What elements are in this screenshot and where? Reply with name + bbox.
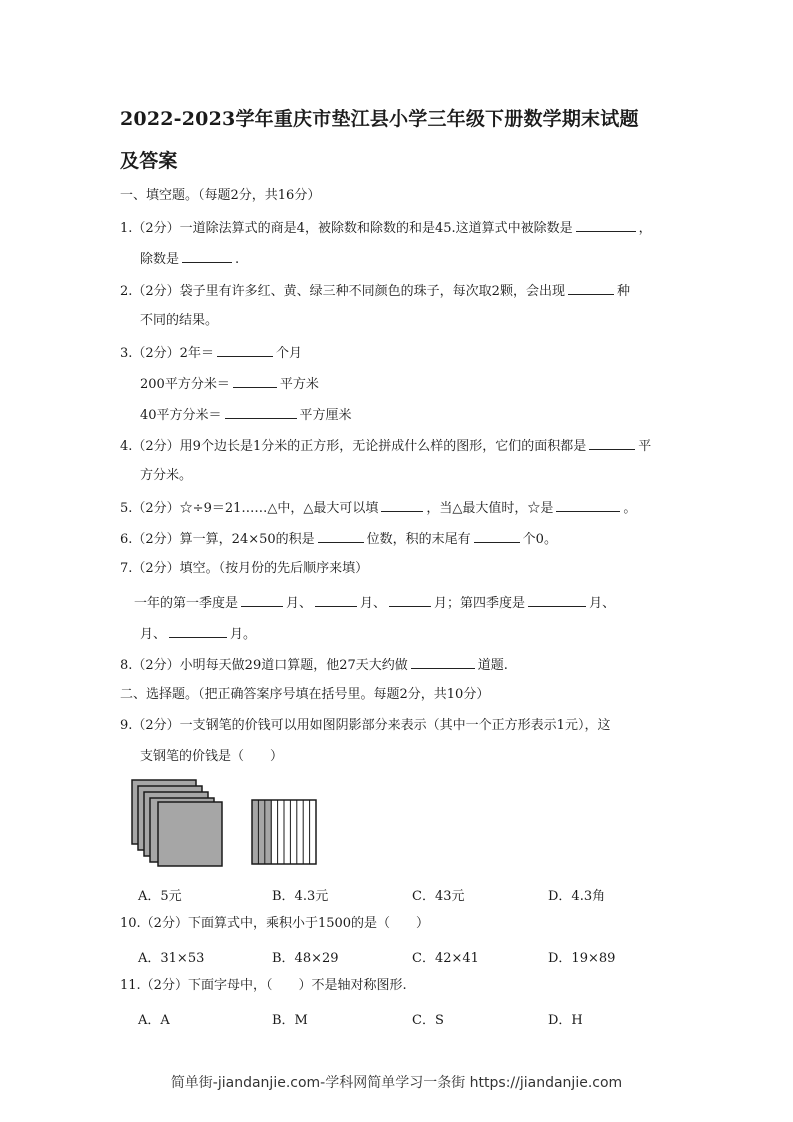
q7-text-7: 月。 <box>230 627 257 642</box>
answer-blank[interactable] <box>568 282 614 295</box>
question-3-line2 <box>140 375 319 393</box>
q9-option-a[interactable]: A．5元 <box>138 889 182 904</box>
q3-text-b: 200平方分米＝ <box>140 377 230 392</box>
q8-text-end: 道题. <box>477 658 508 673</box>
square-5 <box>158 802 222 866</box>
q9-option-c[interactable]: C．43元 <box>412 889 465 904</box>
answer-blank[interactable] <box>233 375 277 388</box>
answer-blank[interactable] <box>589 437 635 450</box>
question-4-line2: 方分米。 <box>140 468 193 483</box>
answer-blank[interactable] <box>225 406 297 419</box>
q5-text: 5.（2分）☆÷9＝21……△中，△最大可以填 <box>120 501 379 516</box>
question-6 <box>120 530 557 548</box>
q2-text: 2.（2分）袋子里有许多红、黄、绿三种不同颜色的珠子，每次取2颗，会出现 <box>120 284 565 299</box>
q6-text-mid: 位数，积的末尾有 <box>366 532 471 547</box>
q10-option-b[interactable]: B．48×29 <box>272 951 339 966</box>
answer-blank[interactable] <box>318 530 364 543</box>
answer-blank[interactable] <box>381 499 423 512</box>
section2-heading: 二、选择题。（把正确答案序号填在括号里。每题2分，共10分） <box>120 687 490 702</box>
question-2-line2: 不同的结果。 <box>140 313 219 328</box>
q1-text: 1.（2分）一道除法算式的商是4，被除数和除数的和是45.这道算式中被除数是 <box>120 221 573 236</box>
q10-option-c[interactable]: C．42×41 <box>412 951 479 966</box>
question-7-line3 <box>140 625 256 643</box>
q9-option-d[interactable]: D．4.3角 <box>548 889 606 904</box>
answer-blank[interactable] <box>474 530 520 543</box>
q9-option-b[interactable]: B．4.3元 <box>272 889 329 904</box>
answer-blank[interactable] <box>556 499 620 512</box>
question-9-line1: 9.（2分）一支钢笔的价钱可以用如图阴影部分来表示（其中一个正方形表示1元），这 <box>120 718 611 733</box>
q2-text-end: 种 <box>616 284 630 299</box>
q1-text-b-end: . <box>235 252 240 267</box>
q5-text-end: 。 <box>623 501 637 516</box>
q4-text: 4.（2分）用9个边长是1分米的正方形，无论拼成什么样的图形，它们的面积都是 <box>120 439 587 454</box>
question-3-line1 <box>120 344 302 362</box>
q3-text-b-end: 平方米 <box>279 377 319 392</box>
q7-text-3: 月、 <box>360 596 387 611</box>
answer-blank[interactable] <box>528 594 586 607</box>
q5-text-mid: ，当△最大值时，☆是 <box>426 501 554 516</box>
q3-text-a: 3.（2分）2年＝ <box>120 346 214 361</box>
question-7-line1: 7.（2分）填空。（按月份的先后顺序来填） <box>120 561 369 576</box>
shaded-tenths <box>252 800 272 864</box>
answer-blank[interactable] <box>576 219 636 232</box>
q11-option-d[interactable]: D．H <box>548 1013 583 1028</box>
q9-figure <box>130 778 330 874</box>
q10-option-a[interactable]: A．31×53 <box>138 951 205 966</box>
q11-option-a[interactable]: A．A <box>138 1013 170 1028</box>
answer-blank[interactable] <box>389 594 431 607</box>
question-1-line2 <box>140 250 239 268</box>
page-footer: 简单街-jiandanjie.com-学科网简单学习一条街 https://jiandanjie.com <box>170 1075 623 1091</box>
q8-text: 8.（2分）小明每天做29道口算题，他27天大约做 <box>120 658 408 673</box>
q7-text-2: 月、 <box>286 596 313 611</box>
q4-text-end: 平 <box>638 439 652 454</box>
money-squares-diagram <box>130 778 330 870</box>
page-title-line2: 及答案 <box>120 150 178 172</box>
question-3-line3 <box>140 406 352 424</box>
q3-text-c-end: 平方厘米 <box>299 408 352 423</box>
q3-text-c: 40平方分米＝ <box>140 408 222 423</box>
q6-text: 6.（2分）算一算，24×50的积是 <box>120 532 315 547</box>
q7-text-1: 一年的第一季度是 <box>134 596 239 611</box>
q3-text-a-end: 个月 <box>275 346 302 361</box>
question-2-line1 <box>120 282 630 300</box>
question-9-line2: 支钢笔的价钱是（ ） <box>140 749 284 764</box>
question-7-line2 <box>134 594 615 612</box>
answer-blank[interactable] <box>411 656 475 669</box>
page-title-line1: 2022-2023学年重庆市垫江县小学三年级下册数学期末试题 <box>120 108 639 130</box>
q7-text-4: 月；第四季度是 <box>434 596 526 611</box>
q11-option-c[interactable]: C．S <box>412 1013 444 1028</box>
section1-heading: 一、填空题。（每题2分，共16分） <box>120 188 321 203</box>
q10-option-d[interactable]: D．19×89 <box>548 951 616 966</box>
q7-text-5: 月、 <box>589 596 616 611</box>
question-1-line1 <box>120 219 652 237</box>
question-8 <box>120 656 508 674</box>
answer-blank[interactable] <box>241 594 283 607</box>
stacked-squares <box>132 780 222 866</box>
question-5 <box>120 499 636 517</box>
q11-option-b[interactable]: B．M <box>272 1013 308 1028</box>
question-4-line1 <box>120 437 651 455</box>
answer-blank[interactable] <box>182 250 232 263</box>
q1-text-end: ， <box>638 221 652 236</box>
question-10: 10.（2分）下面算式中，乘积小于1500的是（ ） <box>120 916 430 931</box>
q7-text-6: 月、 <box>140 627 167 642</box>
q6-text-end: 个0。 <box>522 532 557 547</box>
question-11: 11.（2分）下面字母中，（ ）不是轴对称图形. <box>120 978 407 993</box>
answer-blank[interactable] <box>169 625 227 638</box>
tenths-square <box>252 800 316 864</box>
q1-text-b: 除数是 <box>140 252 180 267</box>
answer-blank[interactable] <box>217 344 273 357</box>
answer-blank[interactable] <box>315 594 357 607</box>
